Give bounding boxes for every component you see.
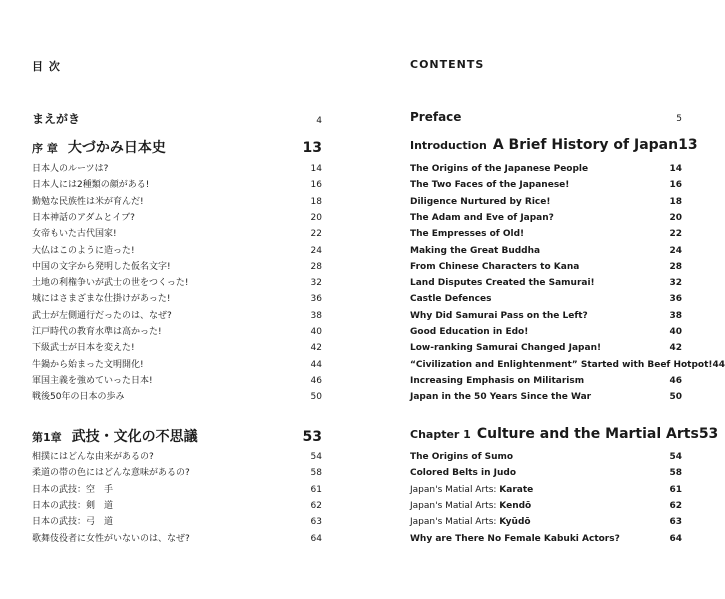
chapter-label: Chapter 1 xyxy=(410,428,471,441)
entry-title: 戦後50年の日本の歩み xyxy=(32,392,125,403)
entry-title: 日本神話のアダムとイブ? xyxy=(32,212,135,223)
toc-entry[interactable] xyxy=(410,450,682,464)
entry-page: 61 xyxy=(669,484,682,495)
entry-page: 36 xyxy=(669,294,682,305)
entry-title-main: Kyūdō xyxy=(499,517,531,528)
toc-entry[interactable] xyxy=(410,466,682,480)
chapter-page: 13 xyxy=(678,137,698,153)
entry-title-main: Karate xyxy=(499,484,534,495)
entry-page: 58 xyxy=(310,468,322,479)
entry-page: 46 xyxy=(310,375,322,386)
entry-title: 日本人には2種類の顔がある! xyxy=(32,180,150,191)
toc-preface-en[interactable] xyxy=(410,110,682,124)
toc-entry[interactable] xyxy=(410,325,682,339)
entry-page: 20 xyxy=(310,212,322,223)
entry-page: 44 xyxy=(310,359,322,370)
entry-page: 16 xyxy=(310,180,322,191)
entry-page: 50 xyxy=(669,392,682,403)
entry-title: The Two Faces of the Japanese! xyxy=(410,180,570,191)
entry-title: 城にはさまざまな仕掛けがあった! xyxy=(32,294,171,305)
entry-page: 58 xyxy=(669,468,682,479)
entry-page: 14 xyxy=(669,164,682,174)
toc-entry[interactable] xyxy=(410,499,682,513)
entry-title: Good Education in Edo! xyxy=(410,327,529,337)
toc-entry[interactable] xyxy=(410,227,682,241)
entry-title: 日本人のルーツは? xyxy=(32,164,109,174)
entry-page: 24 xyxy=(310,245,322,256)
toc-entry[interactable] xyxy=(410,309,682,323)
entry-page: 54 xyxy=(310,452,322,462)
chapter-heading-en[interactable] xyxy=(410,426,719,442)
entry-title: 下級武士が日本を変えた! xyxy=(32,343,135,354)
toc-entry[interactable] xyxy=(32,162,322,176)
entry-title xyxy=(410,483,533,497)
toc-entry[interactable] xyxy=(410,374,682,388)
chapter-label: Introduction xyxy=(410,139,487,152)
entry-title: Diligence Nurtured by Rice! xyxy=(410,196,551,207)
entry-title: 歌舞伎役者に女性がいないのは、なぜ? xyxy=(32,533,190,544)
entry-prefix: Japan's Matial Arts: xyxy=(410,484,500,495)
entry-title: 牛鍋から始まった文明開化! xyxy=(32,359,144,370)
entry-title: Preface xyxy=(410,110,462,124)
toc-entry[interactable] xyxy=(410,292,682,306)
entry-prefix: Japan's Matial Arts: xyxy=(410,500,500,511)
entry-page: 18 xyxy=(669,196,682,207)
entry-page: 20 xyxy=(669,212,682,223)
toc-entry[interactable] xyxy=(410,483,682,497)
toc-entry[interactable] xyxy=(410,162,682,176)
entry-title: The Origins of the Japanese People xyxy=(410,164,589,174)
entry-page: 14 xyxy=(310,164,322,174)
toc-entry[interactable] xyxy=(32,532,322,546)
chapter-page: 13 xyxy=(302,140,322,156)
toc-entry[interactable] xyxy=(32,358,322,372)
entry-page: 44 xyxy=(712,359,725,370)
chapter-label: 第1章 xyxy=(32,431,62,444)
entry-page: 64 xyxy=(310,533,322,544)
entry-title: Making the Great Buddha xyxy=(410,245,541,256)
entry-page: 61 xyxy=(310,484,322,495)
entry-title: Increasing Emphasis on Militarism xyxy=(410,375,585,386)
entry-page: 22 xyxy=(669,229,682,240)
entry-page: 40 xyxy=(669,327,682,337)
entry-page: 46 xyxy=(669,375,682,386)
entry-title: Land Disputes Created the Samurai! xyxy=(410,278,595,289)
entry-page: 36 xyxy=(310,294,322,305)
toc-entry[interactable] xyxy=(32,374,322,388)
entry-title: 柔道の帯の色にはどんな意味があるの? xyxy=(32,468,190,479)
entry-title: Japan in the 50 Years Since the War xyxy=(410,392,592,403)
toc-entry[interactable] xyxy=(410,211,682,225)
chapter-heading-en[interactable] xyxy=(410,137,698,153)
entry-page: 32 xyxy=(310,278,322,289)
entry-page: 28 xyxy=(669,261,682,272)
toc-entry[interactable] xyxy=(410,244,682,258)
chapter-heading-ja[interactable] xyxy=(32,137,322,157)
toc-entry[interactable] xyxy=(32,390,322,404)
entry-page: 42 xyxy=(310,343,322,354)
entry-prefix: Japan's Matial Arts: xyxy=(410,517,500,528)
toc-entry[interactable] xyxy=(32,499,322,513)
toc-entry[interactable] xyxy=(32,515,322,529)
entry-page: 16 xyxy=(669,180,682,191)
toc-entry[interactable] xyxy=(32,325,322,339)
entry-page: 40 xyxy=(310,327,322,337)
chapter-title: Culture and the Martial Arts xyxy=(476,426,699,442)
entry-title: 日本の武技：剣 道 xyxy=(32,500,114,511)
entry-page: 24 xyxy=(669,245,682,256)
entry-title: From Chinese Characters to Kana xyxy=(410,261,580,272)
entry-page: 22 xyxy=(310,229,322,240)
toc-entry[interactable] xyxy=(410,341,682,355)
entry-page: 63 xyxy=(669,517,682,528)
entry-page: 62 xyxy=(310,500,322,511)
toc-entry[interactable] xyxy=(32,450,322,464)
entry-title: 土地の利権争いが武士の世をつくった! xyxy=(32,278,189,289)
toc-entry[interactable] xyxy=(32,276,322,290)
entry-title: 軍国主義を強めていった日本! xyxy=(32,375,153,386)
entry-page: 38 xyxy=(669,310,682,321)
entry-page: 18 xyxy=(310,196,322,207)
chapter-heading-ja[interactable] xyxy=(32,426,322,446)
entry-title: Colored Belts in Judo xyxy=(410,468,517,479)
entry-page: 54 xyxy=(669,452,682,462)
entry-title: Why Did Samurai Pass on the Left? xyxy=(410,310,588,321)
toc-entry[interactable] xyxy=(32,227,322,241)
toc-heading-ja: 目 次 xyxy=(32,60,61,73)
entry-page: 63 xyxy=(310,517,322,528)
toc-entry[interactable] xyxy=(410,195,682,209)
toc-entry[interactable] xyxy=(410,178,682,192)
chapter-title: 武技・文化の不思議 xyxy=(71,429,198,445)
chapter-title: A Brief History of Japan xyxy=(492,137,679,153)
entry-title: 勤勉な民族性は米が育んだ! xyxy=(32,196,144,207)
entry-page: 32 xyxy=(669,278,682,289)
chapter-title: 大づかみ日本史 xyxy=(67,140,166,156)
entry-title: 武士が左側通行だったのは、なぜ? xyxy=(32,310,172,321)
entry-page: 62 xyxy=(669,500,682,511)
toc-entry[interactable] xyxy=(410,532,682,546)
toc-entry[interactable] xyxy=(32,483,322,497)
entry-page: 38 xyxy=(310,310,322,321)
entry-title: 相撲にはどんな由来があるの? xyxy=(32,452,154,462)
entry-title: 女帝もいた古代国家! xyxy=(32,229,117,240)
chapter-label: 序 章 xyxy=(32,142,58,155)
entry-title: 中国の文字から発明した仮名文字! xyxy=(32,261,171,272)
toc-entry[interactable] xyxy=(410,276,682,290)
entry-title: The Adam and Eve of Japan? xyxy=(410,212,554,223)
entry-page: 5 xyxy=(676,114,682,124)
entry-title xyxy=(410,499,531,513)
entry-title: “Civilization and Enlightenment” Started with Beef Hotpot! xyxy=(410,359,713,370)
toc-entry[interactable] xyxy=(32,211,322,225)
entry-title xyxy=(410,515,531,529)
toc-entry[interactable] xyxy=(32,292,322,306)
entry-page: 4 xyxy=(316,116,322,126)
chapter-page: 53 xyxy=(698,426,719,442)
toc-entry[interactable] xyxy=(410,390,682,404)
entry-title: Castle Defences xyxy=(410,294,492,305)
entry-page: 42 xyxy=(669,343,682,354)
entry-title: まえがき xyxy=(32,112,81,126)
toc-entry[interactable] xyxy=(32,466,322,480)
toc-entry[interactable] xyxy=(32,260,322,274)
toc-heading-en: CONTENTS xyxy=(410,58,485,71)
toc-entry[interactable] xyxy=(32,195,322,209)
toc-entry[interactable] xyxy=(410,260,682,274)
toc-entry[interactable] xyxy=(32,341,322,355)
entry-title: Why are There No Female Kabuki Actors? xyxy=(410,533,620,544)
entry-page: 50 xyxy=(310,392,322,403)
entry-page: 64 xyxy=(669,533,682,544)
toc-entry[interactable] xyxy=(32,178,322,192)
entry-title: Low-ranking Samurai Changed Japan! xyxy=(410,343,602,354)
entry-title: 江戸時代の教育水準は高かった! xyxy=(32,327,162,337)
entry-title-main: Kendō xyxy=(499,500,532,511)
toc-entry[interactable] xyxy=(410,358,725,372)
toc-entry[interactable] xyxy=(32,309,322,323)
toc-entry[interactable] xyxy=(410,515,682,529)
toc-preface-ja[interactable] xyxy=(32,110,322,127)
entry-title: 日本の武技：空 手 xyxy=(32,484,114,495)
entry-page: 28 xyxy=(310,261,322,272)
toc-entry[interactable] xyxy=(32,244,322,258)
entry-title: The Empresses of Old! xyxy=(410,229,525,240)
entry-title: The Origins of Sumo xyxy=(410,452,514,462)
entry-title: 大仏はこのように造った! xyxy=(32,245,135,256)
chapter-page: 53 xyxy=(302,429,322,445)
entry-title: 日本の武技：弓 道 xyxy=(32,517,114,528)
